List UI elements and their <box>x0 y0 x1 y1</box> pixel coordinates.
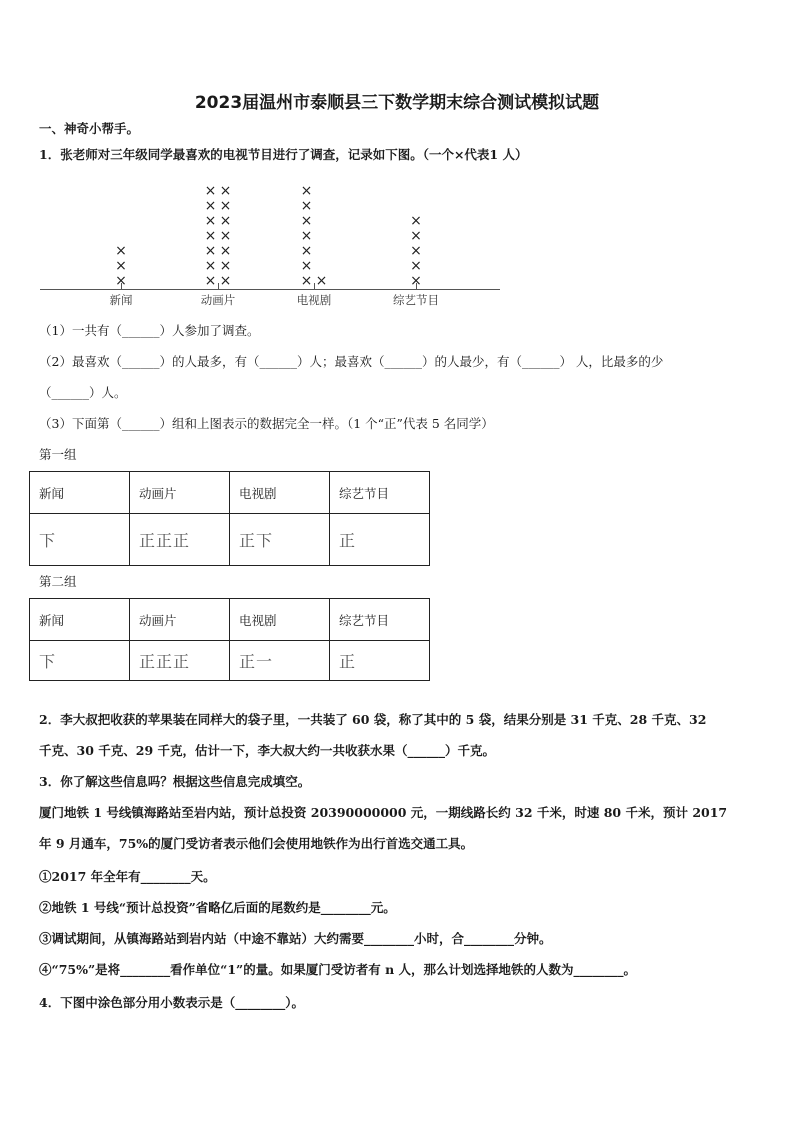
chart-mark: × <box>204 183 217 199</box>
table-header-cell: 电视剧 <box>230 472 330 514</box>
table-cell: 正正正 <box>130 514 230 566</box>
chart-mark: × <box>204 213 217 229</box>
chart-mark: × <box>219 243 232 259</box>
chart-mark: × <box>219 213 232 229</box>
chart-mark: × <box>410 273 422 289</box>
question-2-line-2: 千克、30 千克、29 千克，估计一下，李大叔大约一共收获水果（______）千克。 <box>39 743 495 758</box>
question-4-stem: 4．下图中涂色部分用小数表示是（________）。 <box>39 995 304 1010</box>
chart-mark: × <box>219 273 232 289</box>
question-1-sub-2b: （______）人。 <box>39 385 127 400</box>
chart-mark: × <box>219 258 232 274</box>
chart-category-label: 新闻 <box>109 293 133 307</box>
table-cell: 正 <box>330 514 430 566</box>
table-cell: 下 <box>30 641 130 681</box>
question-1-sub-2a: （2）最喜欢（______）的人最多，有（______）人；最喜欢（______）的人最少，有（______） 人，比最多的少 <box>39 354 664 369</box>
chart-category-label: 电视剧 <box>296 293 332 307</box>
question-1-stem: 1．张老师对三年级同学最喜欢的电视节目进行了调查，记录如下图。（一个×代表1 人） <box>39 147 528 162</box>
table-header-cell: 动画片 <box>130 599 230 641</box>
chart-category-label: 动画片 <box>200 293 236 307</box>
chart-mark: × <box>300 213 313 229</box>
question-3-item-2: ②地铁 1 号线“预计总投资”省略亿后面的尾数约是________元。 <box>39 900 396 915</box>
chart-mark: × <box>219 228 232 244</box>
chart-mark: × <box>410 258 422 274</box>
question-1-sub-3: （3）下面第（______）组和上图表示的数据完全一样。（1 个“正”代表 5 名同学） <box>39 416 494 431</box>
table-header-cell: 综艺节目 <box>330 599 430 641</box>
group-2-label: 第二组 <box>39 574 77 589</box>
chart-category-label: 综艺节目 <box>393 293 439 307</box>
group-2-table <box>29 598 430 681</box>
chart-mark: × <box>204 258 217 274</box>
question-3-item-4: ④“75%”是将________看作单位“1”的量。如果厦门受访者有 n 人，那么计划选择地铁的人数为________。 <box>39 962 637 977</box>
chart-mark: × <box>115 273 127 289</box>
chart-mark: × <box>410 228 422 244</box>
question-2-line-1: 2．李大叔把收获的苹果装在同样大的袋子里，一共装了 60 袋，称了其中的 5 袋，结果分别是 31 千克、28 千克、32 <box>39 712 707 727</box>
page-title: 2023届温州市泰顺县三下数学期末综合测试模拟试题 <box>194 93 600 113</box>
chart-mark: × <box>219 183 232 199</box>
chart-mark: × <box>300 198 313 214</box>
chart-mark: × <box>300 273 313 289</box>
table-header-cell: 新闻 <box>30 599 130 641</box>
table-cell: 正下 <box>230 514 330 566</box>
chart-mark: × <box>315 273 328 289</box>
group-1-label: 第一组 <box>39 447 77 462</box>
chart-axis <box>40 289 500 290</box>
chart-mark: × <box>300 183 313 199</box>
group-1-table <box>29 471 430 566</box>
chart-mark: × <box>115 243 127 259</box>
table-header-cell: 动画片 <box>130 472 230 514</box>
table-cell: 正正正 <box>130 641 230 681</box>
chart-mark: × <box>204 198 217 214</box>
section-heading: 一、神奇小帮手。 <box>39 121 140 136</box>
question-3-info-1: 厦门地铁 1 号线镇海路站至岩内站，预计总投资 20390000000 元，一期线路长约 32 千米，时速 80 千米，预计 2017 <box>39 805 728 820</box>
chart-mark: × <box>204 243 217 259</box>
table-cell: 正 <box>330 641 430 681</box>
chart-mark: × <box>300 228 313 244</box>
chart-mark: × <box>410 243 422 259</box>
question-3-info-2: 年 9 月通车，75%的厦门受访者表示他们会使用地铁作为出行首选交通工具。 <box>39 836 474 851</box>
question-3-item-1: ①2017 年全年有________天。 <box>39 869 216 884</box>
chart-mark: × <box>300 243 313 259</box>
table-header-cell: 电视剧 <box>230 599 330 641</box>
chart-mark: × <box>410 213 422 229</box>
chart-mark: × <box>204 273 217 289</box>
chart-mark: × <box>204 228 217 244</box>
table-header-cell: 新闻 <box>30 472 130 514</box>
table-header-cell: 综艺节目 <box>330 472 430 514</box>
question-1-sub-1: （1）一共有（______）人参加了调查。 <box>39 323 260 338</box>
question-3-item-3: ③调试期间，从镇海路站到岩内站（中途不靠站）大约需要________小时，合________分钟。 <box>39 931 552 946</box>
table-cell: 下 <box>30 514 130 566</box>
chart-mark: × <box>300 258 313 274</box>
tally-chart <box>40 170 510 315</box>
chart-mark: × <box>219 198 232 214</box>
question-3-stem: 3．你了解这些信息吗？根据这些信息完成填空。 <box>39 774 311 789</box>
chart-mark: × <box>115 258 127 274</box>
table-cell: 正一 <box>230 641 330 681</box>
